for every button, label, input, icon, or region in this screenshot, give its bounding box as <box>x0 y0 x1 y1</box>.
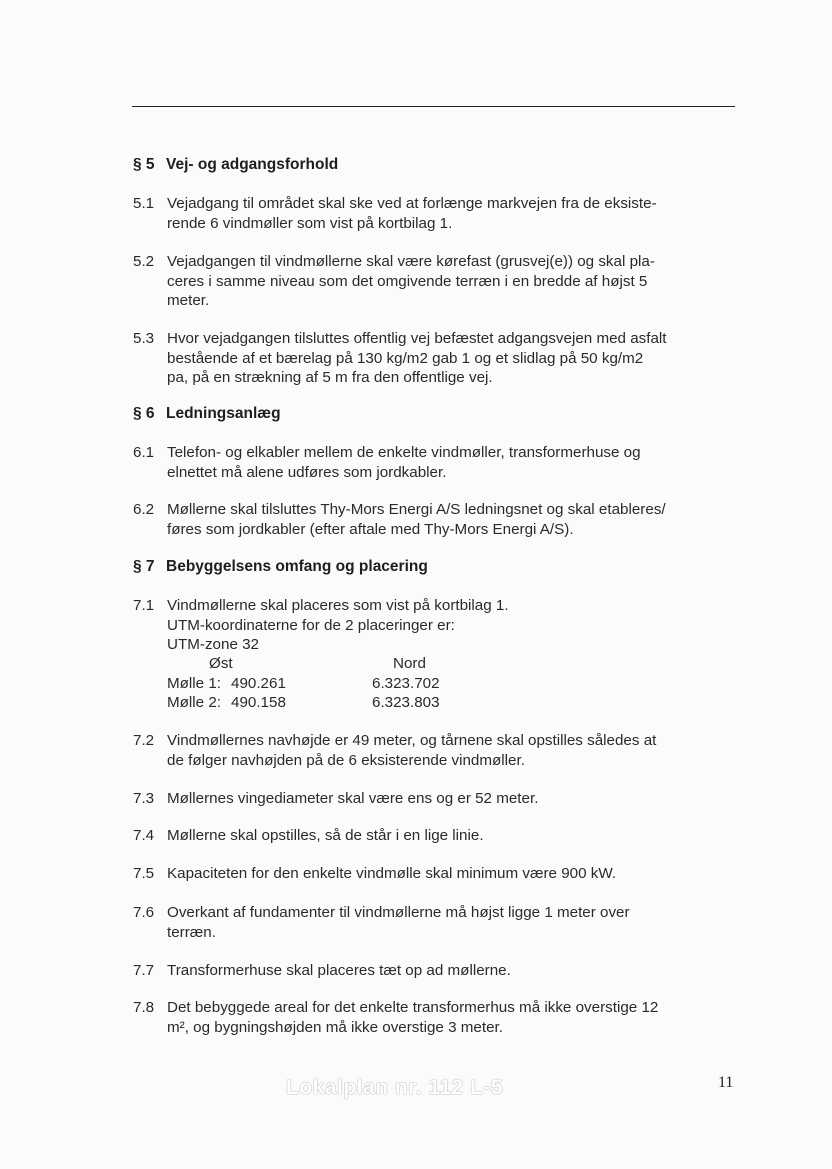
header-rule <box>132 106 735 107</box>
coord-row-north: 6.323.702 <box>372 675 440 692</box>
item-6-2: 6.2 Møllerne skal tilsluttes Thy-Mors Energi A/S ledningsnet og skal etableres/ føres som jordkabler (efter aftale med Thy-Mors Energi A/S). <box>133 501 666 538</box>
item-7-7: 7.7 Transformerhuse skal placeres tæt op ad møllerne. <box>133 962 511 979</box>
item-7-2: 7.2 Vindmøllernes navhøjde er 49 meter, og tårnene skal opstilles således at de følger navhøjden på de 6 eksisterende vindmøller. <box>133 732 657 769</box>
section-7-heading: § 7 Bebyggelsens omfang og placering <box>133 558 428 575</box>
coord-header-north: Nord <box>393 655 426 672</box>
item-6-1: 6.1 Telefon- og elkabler mellem de enkelte vindmøller, transformerhuse og elnettet må alene udføres som jordkabler. <box>133 444 641 481</box>
item-5-3: 5.3 Hvor vejadgangen tilsluttes offentlig vej befæstet adgangsvejen med asfalt bestående af et bærelag på 130 kg/m2 gab 1 og et slidlag på 50 kg/m2 pa, på en strækning af 5 m fra den offentlige vej. <box>133 330 667 386</box>
coord-row-north: 6.323.803 <box>372 694 440 711</box>
coord-header-east: Øst <box>209 655 233 672</box>
item-7-5: 7.5 Kapaciteten for den enkelte vindmølle skal minimum være 900 kW. <box>133 865 617 882</box>
item-7-3: 7.3 Møllernes vingediameter skal være ens og er 52 meter. <box>133 790 539 807</box>
item-5-1: 5.1 Vejadgang til området skal ske ved at forlænge markvejen fra de eksiste- rende 6 vindmøller som vist på kortbilag 1. <box>133 195 657 232</box>
page-number: 11 <box>718 1074 734 1091</box>
item-7-1: 7.1 Vindmøllerne skal placeres som vist på kortbilag 1. UTM-koordinaterne for de 2 placeringer er: UTM-zone 32 <box>133 597 509 653</box>
item-7-8: 7.8 Det bebyggede areal for det enkelte transformerhus må ikke overstige 12 m², og bygningshøjden må ikke overstige 3 meter. <box>133 999 659 1036</box>
section-5-heading: § 5 Vej- og adgangsforhold <box>133 156 339 173</box>
coord-row-label: Mølle 2: <box>167 694 222 711</box>
item-5-2: 5.2 Vejadgangen til vindmøllerne skal være kørefast (grusvej(e)) og skal pla- ceres i samme niveau som det omgivende terræn i en bredde af højst 5 meter. <box>133 253 655 309</box>
coord-row-east: 490.261 <box>231 675 286 692</box>
item-7-6: 7.6 Overkant af fundamenter til vindmøllerne må højst ligge 1 meter over terræn. <box>133 904 630 941</box>
item-7-4: 7.4 Møllerne skal opstilles, så de står i en lige linie. <box>133 827 484 844</box>
footer-plan-title: Lokalplan nr. 112 L-5 <box>286 1076 504 1099</box>
section-6-heading: § 6 Ledningsanlæg <box>133 405 281 422</box>
coord-row-east: 490.158 <box>231 694 286 711</box>
coord-row-label: Mølle 1: <box>167 675 222 692</box>
